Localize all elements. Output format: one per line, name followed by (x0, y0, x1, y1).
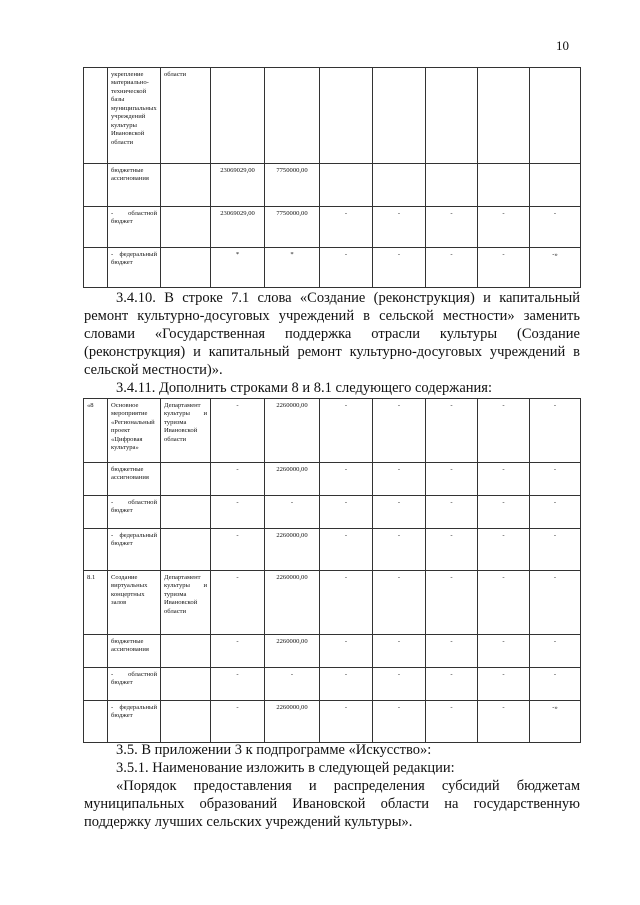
table-cell: - (426, 207, 478, 248)
table-cell (161, 529, 211, 571)
table-cell: - (373, 248, 426, 288)
table-cell: бюджетные ассигнования (108, 164, 161, 207)
table-cell: - (478, 463, 530, 496)
table-row (84, 571, 581, 635)
table-cell: - (320, 463, 373, 496)
table-cell (426, 68, 478, 164)
table-cell: - (478, 635, 530, 668)
table-cell: - (373, 463, 426, 496)
table-cell: - (426, 668, 478, 701)
paragraph-3-5: 3.5. В приложении 3 к подпрограмме «Искусство»: (116, 742, 432, 758)
table-cell: - (426, 248, 478, 288)
table-cell: - (530, 571, 581, 635)
table-cell: - (373, 529, 426, 571)
table-cell: - (530, 635, 581, 668)
table-cell: 23069029,00 (211, 207, 265, 248)
table-cell (161, 635, 211, 668)
table-cell (84, 635, 108, 668)
table-cell: - (320, 496, 373, 529)
table-row (84, 496, 581, 529)
table-cell: - (478, 529, 530, 571)
table-cell: 2260000,00 (265, 635, 320, 668)
table-cell: - (426, 496, 478, 529)
table-cell: - (478, 668, 530, 701)
table-cell (84, 529, 108, 571)
table-cell: Основное мероприятие «Региональный проект «Цифровая культура» (108, 399, 161, 463)
table-cell: - (426, 701, 478, 743)
table-cell: - (320, 701, 373, 743)
top-budget-table (83, 67, 581, 288)
table-cell (84, 248, 108, 288)
paragraph-3-4-10: 3.4.10. В строке 7.1 слова «Создание (реконструкция) и капитальный ремонт культурно-досуговых учреждений в сельской местности» заменить словами «Государственная поддержка отрасли культуры (Создание (реконструкция) и капитальный ремонт культурно-досуговых учреждений в сельской местности)». (84, 290, 580, 378)
table-cell: Департамент культуры и туризма Ивановской области (161, 571, 211, 635)
table-cell: Создание виртуальных концертных залов (108, 571, 161, 635)
table-cell: - (265, 496, 320, 529)
table-cell: - (211, 701, 265, 743)
table-cell: - (320, 571, 373, 635)
table-cell (84, 164, 108, 207)
table-cell (84, 463, 108, 496)
table-row (84, 164, 581, 207)
table-cell: - (530, 668, 581, 701)
table-cell: - областной бюджет (108, 496, 161, 529)
table-row (84, 248, 581, 288)
table-cell (426, 164, 478, 207)
bottom-budget-table (83, 398, 581, 743)
table-cell: - (211, 463, 265, 496)
table-cell: укрепление материально-технической базы муниципальных учреждений культуры Ивановской области (108, 68, 161, 164)
table-cell: бюджетные ассигнования (108, 463, 161, 496)
table-cell: - областной бюджет (108, 668, 161, 701)
table-cell: - областной бюджет (108, 207, 161, 248)
table-cell: - (265, 668, 320, 701)
table-cell: - (426, 635, 478, 668)
table-cell (84, 207, 108, 248)
table-cell: - (478, 248, 530, 288)
table-cell: - федеральный бюджет (108, 701, 161, 743)
table-row (84, 701, 581, 743)
table-cell (161, 164, 211, 207)
table-cell (161, 463, 211, 496)
table-cell: - (373, 701, 426, 743)
table-cell: - (373, 635, 426, 668)
page-number: 10 (556, 38, 569, 53)
paragraph-3-4-11: 3.4.11. Дополнить строками 8 и 8.1 следующего содержания: (116, 380, 492, 396)
table-cell: - (530, 463, 581, 496)
table-cell (478, 68, 530, 164)
table-cell (320, 68, 373, 164)
table-cell (373, 68, 426, 164)
table-cell (320, 164, 373, 207)
table-cell (530, 68, 581, 164)
table-cell: - (530, 207, 581, 248)
table-cell: - (211, 529, 265, 571)
table-row (84, 68, 581, 164)
table-cell (161, 701, 211, 743)
table-cell: 2260000,00 (265, 399, 320, 463)
table-cell (161, 207, 211, 248)
table-row (84, 668, 581, 701)
table-cell: - (320, 207, 373, 248)
table-cell: - (530, 529, 581, 571)
table-cell: - (478, 571, 530, 635)
table-cell: 2260000,00 (265, 701, 320, 743)
table-cell: 8.1 (84, 571, 108, 635)
table-cell: - (426, 463, 478, 496)
table-cell (161, 496, 211, 529)
table-cell (84, 496, 108, 529)
table-cell: - (426, 399, 478, 463)
table-cell (84, 701, 108, 743)
table-cell: - (320, 248, 373, 288)
table-cell (265, 68, 320, 164)
table-cell: - (373, 496, 426, 529)
table-cell (373, 164, 426, 207)
table-cell: - (211, 399, 265, 463)
table-row (84, 207, 581, 248)
table-cell: * (211, 248, 265, 288)
table-cell: «8 (84, 399, 108, 463)
table-cell: - (320, 635, 373, 668)
table-cell: -» (530, 248, 581, 288)
table-cell (478, 164, 530, 207)
table-cell: - (211, 668, 265, 701)
table-cell: - (478, 207, 530, 248)
table-cell: - федеральный бюджет (108, 248, 161, 288)
paragraph-procedure-title: «Порядок предоставления и распределения субсидий бюджетам муниципальных образований Ивановской области на государственную поддержку лучших сельских учреждений культуры». (84, 778, 580, 830)
table-cell: - (373, 207, 426, 248)
table-cell: 23069029,00 (211, 164, 265, 207)
table-cell: - (426, 529, 478, 571)
table-cell: -» (530, 701, 581, 743)
table-cell: - (530, 399, 581, 463)
table-cell: - (373, 399, 426, 463)
table-cell (161, 248, 211, 288)
table-cell: - (320, 399, 373, 463)
table-cell: - (478, 701, 530, 743)
table-cell: - (373, 668, 426, 701)
table-cell: - (373, 571, 426, 635)
table-cell (84, 68, 108, 164)
table-cell (84, 668, 108, 701)
table-cell (161, 668, 211, 701)
table-row (84, 463, 581, 496)
table-cell: - (320, 529, 373, 571)
table-cell: - федеральный бюджет (108, 529, 161, 571)
table-row (84, 635, 581, 668)
table-cell: - (478, 496, 530, 529)
table-cell: бюджетные ассигнования (108, 635, 161, 668)
table-cell: 2260000,00 (265, 529, 320, 571)
table-cell: области (161, 68, 211, 164)
table-cell: - (211, 496, 265, 529)
table-cell: - (320, 668, 373, 701)
table-cell: - (211, 635, 265, 668)
paragraph-3-5-1: 3.5.1. Наименование изложить в следующей редакции: (116, 760, 455, 776)
table-cell: - (426, 571, 478, 635)
table-cell: * (265, 248, 320, 288)
table-row (84, 529, 581, 571)
table-row (84, 399, 581, 463)
table-cell: 2260000,00 (265, 571, 320, 635)
table-cell (211, 68, 265, 164)
table-cell: - (211, 571, 265, 635)
table-cell: 2260000,00 (265, 463, 320, 496)
table-cell: 7750000,00 (265, 207, 320, 248)
table-cell: - (530, 496, 581, 529)
table-cell: - (478, 399, 530, 463)
table-cell (530, 164, 581, 207)
table-cell: 7750000,00 (265, 164, 320, 207)
table-cell: Департамент культуры и туризма Ивановской области (161, 399, 211, 463)
